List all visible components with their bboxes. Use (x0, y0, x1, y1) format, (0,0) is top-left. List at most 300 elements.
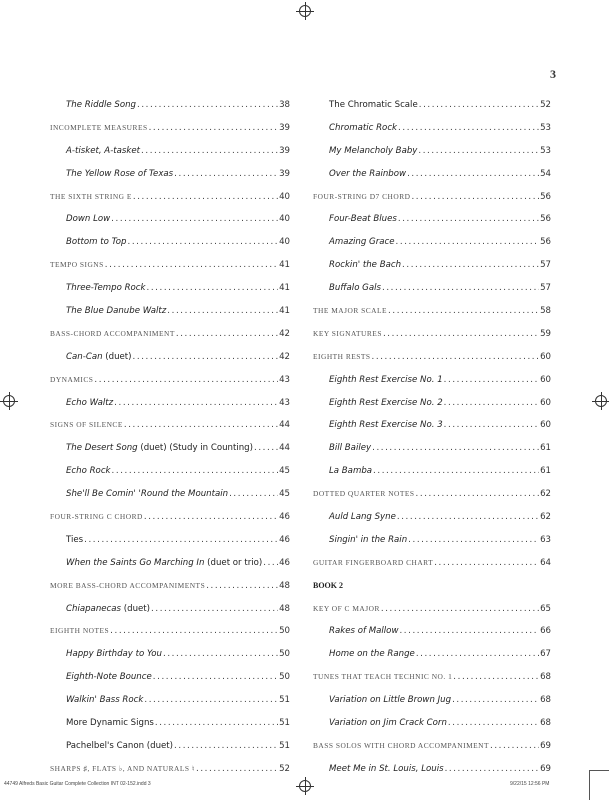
dot-leader (418, 145, 539, 157)
dot-leader (396, 236, 540, 248)
entry-page-number: 66 (540, 626, 551, 637)
toc-section-heading[interactable] (50, 374, 290, 397)
dot-leader (382, 282, 539, 294)
entry-page-number: 62 (540, 489, 551, 500)
entry-title-italic: Bill Bailey (329, 443, 372, 454)
dot-leader (445, 763, 540, 775)
entry-title-plain: TUNES THAT TEACH TECHNIC NO. 1 (313, 672, 453, 682)
dot-leader (397, 511, 539, 523)
toc-entry[interactable] (50, 145, 290, 168)
entry-title (329, 511, 396, 523)
entry-title (50, 763, 195, 775)
entry-title-italic: Walkin' Bass Rock (66, 695, 144, 706)
entry-title (50, 580, 205, 592)
toc-entry[interactable] (313, 465, 551, 488)
entry-title-italic: Down Low (66, 214, 111, 225)
entry-title (329, 282, 381, 294)
entry-page-number: 50 (279, 626, 290, 637)
entry-title (329, 145, 417, 157)
dot-leader (155, 717, 278, 729)
entry-page-number: 61 (540, 443, 551, 454)
entry-page-number: 61 (540, 466, 551, 477)
entry-title-italic: Echo Rock (66, 466, 111, 477)
dot-leader (411, 191, 539, 203)
entry-page-number: 40 (279, 237, 290, 248)
toc-entry[interactable] (313, 374, 551, 397)
entry-title-plain: EIGHTH NOTES (50, 626, 110, 636)
toc-section-heading[interactable] (50, 191, 290, 214)
entry-title (313, 580, 343, 592)
toc-entry[interactable] (313, 99, 551, 122)
entry-title (313, 557, 433, 569)
toc-entry[interactable] (50, 397, 290, 420)
entry-title (329, 625, 398, 637)
entry-page-number: 42 (279, 351, 290, 362)
entry-title (66, 168, 173, 180)
toc-section-heading[interactable] (50, 328, 290, 351)
toc-section-heading[interactable] (313, 328, 551, 351)
entry-title (329, 259, 401, 271)
entry-title (329, 99, 418, 111)
toc-section-heading[interactable] (313, 603, 551, 626)
entry-title-italic: When the Saints Go Marching In (66, 557, 205, 568)
dot-leader (124, 419, 278, 431)
registration-mark-bottom (299, 780, 311, 792)
dot-leader (263, 557, 278, 569)
entry-title (313, 305, 387, 317)
entry-title (66, 603, 150, 615)
entry-title (329, 694, 451, 706)
entry-title-italic: Eighth Rest Exercise No. 3 (329, 420, 443, 431)
entry-title-plain: Pachelbel's Canon (duet) (66, 740, 174, 751)
entry-title-italic: Variation on Jim Crack Corn (329, 718, 447, 729)
entry-title-plain: BASS-CHORD ACCOMPANIMENT (50, 328, 175, 338)
entry-page-number: 69 (540, 740, 551, 751)
entry-page-number: 62 (540, 512, 551, 523)
toc-entry[interactable] (50, 740, 290, 763)
entry-title (50, 328, 175, 340)
entry-title-italic: She'll Be Comin' 'Round the Mountain (66, 489, 229, 500)
entry-page-number: 60 (540, 351, 551, 362)
entry-title-italic: Buffalo Gals (329, 283, 381, 294)
dot-leader (133, 351, 279, 363)
toc-section-heading[interactable] (313, 351, 551, 374)
entry-title (66, 397, 113, 409)
page-number: 3 (550, 67, 556, 81)
dot-leader (144, 694, 278, 706)
registration-mark-top (299, 5, 311, 17)
dot-leader (229, 488, 278, 500)
entry-title (329, 717, 447, 729)
entry-title-plain: Ties (66, 534, 84, 545)
toc-section-heading[interactable] (50, 122, 290, 145)
entry-title-italic: Echo Waltz (66, 397, 114, 408)
entry-title-plain: BOOK 2 (313, 580, 344, 590)
entry-title-italic: Rakes of Mallow (329, 626, 399, 637)
entry-page-number: 68 (540, 695, 551, 706)
entry-title-plain: KEY OF C MAJOR (313, 603, 380, 613)
entry-title-italic: A-tisket, A-tasket (66, 145, 141, 156)
entry-page-number: 46 (279, 557, 290, 568)
dot-leader (176, 328, 278, 340)
entry-title (66, 740, 173, 752)
entry-title (329, 648, 415, 660)
entry-title-italic: Singin' in the Rain (329, 534, 408, 545)
toc-entry[interactable] (313, 511, 551, 534)
entry-page-number: 57 (540, 283, 551, 294)
entry-page-number: 59 (540, 328, 551, 339)
toc-entry[interactable] (50, 236, 290, 259)
entry-title (66, 213, 110, 225)
entry-title (66, 236, 127, 248)
toc-section-heading[interactable] (313, 580, 551, 603)
entry-page-number: 63 (540, 534, 551, 545)
entry-title (50, 374, 93, 386)
toc-entry[interactable] (50, 99, 290, 122)
toc-entry[interactable] (50, 557, 290, 580)
entry-title-plain: MORE BASS-CHORD ACCOMPANIMENTS (50, 580, 206, 590)
toc-right-column (313, 99, 551, 786)
entry-page-number: 56 (540, 191, 551, 202)
entry-page-number: 65 (540, 603, 551, 614)
entry-title (313, 191, 410, 203)
entry-title (329, 763, 444, 775)
entry-title-italic: Chiapanecas (66, 603, 122, 614)
dot-leader (147, 282, 279, 294)
toc-section-heading[interactable] (313, 305, 551, 328)
dot-leader (408, 534, 539, 546)
entry-page-number: 53 (540, 122, 551, 133)
entry-title (66, 305, 166, 317)
entry-page-number: 67 (540, 649, 551, 660)
entry-title (313, 488, 415, 500)
entry-title (313, 603, 380, 615)
toc-entry[interactable] (313, 397, 551, 420)
entry-page-number: 57 (540, 260, 551, 271)
entry-title-plain: DOTTED QUARTER NOTES (313, 489, 415, 499)
dot-leader (196, 763, 278, 775)
entry-page-number: 50 (279, 672, 290, 683)
toc-entry[interactable] (313, 145, 551, 168)
entry-title (329, 419, 443, 431)
toc-entry[interactable] (50, 213, 290, 236)
toc-section-heading[interactable] (50, 511, 290, 534)
registration-mark-right (595, 395, 607, 407)
entry-page-number: 58 (540, 306, 551, 317)
entry-page-number: 52 (279, 763, 290, 774)
entry-page-number: 60 (540, 374, 551, 385)
entry-page-number: 44 (279, 443, 290, 454)
entry-title-italic: The Yellow Rose of Texas (66, 168, 174, 179)
toc-entry[interactable] (313, 213, 551, 236)
toc-entry[interactable] (313, 236, 551, 259)
entry-page-number: 56 (540, 237, 551, 248)
dot-leader (444, 374, 539, 386)
dot-leader (398, 213, 539, 225)
entry-title-italic: Three-Tempo Rock (66, 283, 146, 294)
toc-entry[interactable] (313, 122, 551, 145)
entry-title (329, 213, 397, 225)
entry-title-plain: INCOMPLETE MEASURES (50, 122, 148, 132)
entry-title-plain: (duet) (Study in Counting) (137, 443, 253, 454)
entry-title (66, 465, 111, 477)
entry-title-italic: Eighth Rest Exercise No. 2 (329, 397, 443, 408)
dot-leader (84, 534, 278, 546)
entry-page-number: 68 (540, 672, 551, 683)
entry-page-number: 69 (540, 763, 551, 774)
toc-entry[interactable] (313, 419, 551, 442)
toc-section-heading[interactable] (313, 488, 551, 511)
entry-title-plain: KEY SIGNATURES (313, 328, 382, 338)
dot-leader (151, 603, 278, 615)
entry-title-italic: Eighth-Note Bounce (66, 672, 152, 683)
toc-entry[interactable] (50, 694, 290, 717)
dot-leader (444, 397, 539, 409)
entry-page-number: 56 (540, 214, 551, 225)
dot-leader (416, 648, 539, 660)
entry-title (66, 442, 253, 454)
entry-title-italic: Over the Rainbow (329, 168, 407, 179)
dot-leader (434, 557, 539, 569)
entry-title-plain: SHARPS ♯, FLATS ♭, AND NATURALS ♮ (50, 763, 196, 773)
dot-leader (407, 168, 539, 180)
dot-leader (399, 625, 539, 637)
entry-title (50, 259, 104, 271)
entry-title (329, 465, 372, 477)
dot-leader (105, 259, 278, 271)
entry-title-plain: More Dynamic Signs (66, 718, 154, 729)
dot-leader (402, 259, 539, 271)
dot-leader (372, 351, 540, 363)
entry-title (66, 534, 83, 546)
entry-title (329, 122, 397, 134)
dot-leader (381, 603, 539, 615)
entry-page-number: 50 (279, 649, 290, 660)
entry-title (313, 351, 371, 363)
entry-title-plain: The Chromatic Scale (329, 100, 418, 110)
entry-title (50, 625, 109, 637)
entry-title (66, 717, 154, 729)
entry-title-italic: La Bamba (329, 466, 373, 477)
entry-title (329, 397, 443, 409)
dot-leader (112, 465, 279, 477)
entry-title-italic: Rockin' the Bach (329, 260, 402, 271)
entry-title (66, 648, 162, 660)
dot-leader (114, 397, 278, 409)
entry-page-number: 53 (540, 145, 551, 156)
entry-title-italic: Amazing Grace (329, 237, 395, 248)
toc-section-heading[interactable] (50, 625, 290, 648)
entry-title-italic: Eighth Rest Exercise No. 1 (329, 374, 443, 385)
entry-title-italic: The Riddle Song (66, 100, 137, 110)
entry-title-plain: (duet) (102, 351, 132, 362)
toc-left-column (50, 99, 290, 786)
entry-page-number: 46 (279, 512, 290, 523)
entry-title (50, 419, 123, 431)
toc-section-heading[interactable] (50, 580, 290, 603)
entry-page-number: 68 (540, 718, 551, 729)
dot-leader (110, 625, 278, 637)
toc-entry[interactable] (313, 694, 551, 717)
entry-page-number: 38 (279, 100, 290, 110)
entry-title (66, 694, 143, 706)
entry-page-number: 43 (279, 397, 290, 408)
crop-mark (589, 770, 590, 800)
entry-title-italic: The Blue Danube Waltz (66, 306, 167, 317)
toc-entry[interactable] (50, 671, 290, 694)
entry-title (329, 374, 443, 386)
entry-title (50, 191, 132, 203)
dot-leader (398, 122, 539, 134)
dot-leader (163, 648, 278, 660)
entry-title-plain: EIGHTH RESTS (313, 351, 371, 361)
dot-leader (133, 191, 278, 203)
entry-page-number: 60 (540, 397, 551, 408)
entry-title-plain: TEMPO SIGNS (50, 260, 104, 270)
entry-title-plain: BASS SOLOS WITH CHORD ACCOMPANIMENT (313, 740, 490, 750)
toc-section-heading[interactable] (313, 740, 551, 763)
dot-leader (419, 99, 539, 111)
entry-page-number: 46 (279, 534, 290, 545)
entry-title (66, 99, 136, 111)
toc-section-heading[interactable] (313, 557, 551, 580)
toc-section-heading[interactable] (313, 671, 551, 694)
entry-title (313, 671, 452, 683)
toc-entry[interactable] (50, 168, 290, 191)
toc-entry[interactable] (50, 534, 290, 557)
footer-filename: 44749 Alfreds Basic Guitar Complete Collection INT 02-152.indd 3 (4, 781, 151, 787)
dot-leader (128, 236, 279, 248)
toc-entry[interactable] (313, 534, 551, 557)
toc-entry[interactable] (50, 717, 290, 740)
toc-entry[interactable] (50, 282, 290, 305)
entry-title-italic: Meet Me in St. Louis, Louis (329, 763, 444, 774)
entry-title (50, 122, 148, 134)
toc-entry[interactable] (313, 282, 551, 305)
toc-section-heading[interactable] (313, 191, 551, 214)
entry-page-number: 43 (279, 374, 290, 385)
entry-page-number: 60 (540, 420, 551, 431)
entry-title-plain: THE SIXTH STRING E (50, 191, 132, 201)
entry-title (66, 145, 140, 157)
entry-page-number: 42 (279, 328, 290, 339)
toc-entry[interactable] (50, 351, 290, 374)
entry-title-plain: DYNAMICS (50, 374, 94, 384)
entry-title-plain: THE MAJOR SCALE (313, 306, 388, 316)
toc-entry[interactable] (50, 465, 290, 488)
toc-entry[interactable] (313, 648, 551, 671)
dot-leader (444, 419, 539, 431)
entry-page-number: 45 (279, 489, 290, 500)
dot-leader (373, 465, 539, 477)
entry-page-number: 41 (279, 306, 290, 317)
dot-leader (372, 442, 539, 454)
dot-leader (137, 99, 278, 111)
entry-title-italic: Happy Birthday to You (66, 649, 162, 660)
dot-leader (416, 488, 540, 500)
entry-page-number: 51 (279, 740, 290, 751)
entry-title-plain: FOUR-STRING C CHORD (50, 512, 143, 522)
toc-entry[interactable] (50, 488, 290, 511)
entry-title-plain: (duet or trio) (204, 557, 263, 568)
footer-timestamp: 9/22/15 12:56 PM (510, 781, 550, 787)
dot-leader (149, 122, 278, 134)
entry-title (66, 488, 228, 500)
entry-title-italic: Home on the Range (329, 649, 415, 660)
entry-page-number: 41 (279, 260, 290, 271)
entry-title (313, 740, 489, 752)
dot-leader (254, 442, 278, 454)
entry-page-number: 52 (540, 100, 551, 110)
dot-leader (452, 694, 539, 706)
entry-title-italic: Can-Can (66, 351, 103, 362)
dot-leader (174, 168, 278, 180)
entry-page-number: 44 (279, 420, 290, 431)
dot-leader (141, 145, 278, 157)
entry-title (66, 671, 152, 683)
entry-title (329, 534, 407, 546)
entry-title-italic: Auld Lang Syne (329, 512, 396, 523)
toc-entry[interactable] (313, 625, 551, 648)
entry-title-plain: FOUR-STRING D7 CHORD (313, 191, 411, 201)
dot-leader (94, 374, 278, 386)
dot-leader (167, 305, 278, 317)
entry-page-number: 39 (279, 168, 290, 179)
toc-entry[interactable] (313, 168, 551, 191)
entry-page-number: 64 (540, 557, 551, 568)
dot-leader (153, 671, 278, 683)
entry-page-number: 39 (279, 145, 290, 156)
entry-title (50, 511, 143, 523)
toc-entry[interactable] (313, 259, 551, 282)
entry-title-italic: Bottom to Top (66, 237, 127, 248)
registration-mark-left (3, 395, 15, 407)
toc-section-heading[interactable] (50, 259, 290, 282)
dot-leader (174, 740, 278, 752)
dot-leader (388, 305, 539, 317)
dot-leader (453, 671, 539, 683)
entry-title-italic: Variation on Little Brown Jug (329, 695, 452, 706)
entry-page-number: 39 (279, 122, 290, 133)
entry-title (66, 351, 132, 363)
toc-entry[interactable] (50, 603, 290, 626)
dot-leader (383, 328, 539, 340)
entry-title (66, 282, 146, 294)
entry-title (313, 328, 382, 340)
toc-entry[interactable] (50, 305, 290, 328)
entry-page-number: 51 (279, 695, 290, 706)
toc-entry[interactable] (50, 648, 290, 671)
toc-section-heading[interactable] (50, 419, 290, 442)
entry-page-number: 40 (279, 191, 290, 202)
dot-leader (144, 511, 278, 523)
dot-leader (448, 717, 539, 729)
entry-page-number: 48 (279, 603, 290, 614)
entry-title-italic: The Desert Song (66, 443, 138, 454)
entry-title-plain: GUITAR FINGERBOARD CHART (313, 557, 434, 567)
entry-page-number: 48 (279, 580, 290, 591)
entry-title-italic: Chromatic Rock (329, 122, 398, 133)
entry-title-italic: Four-Beat Blues (329, 214, 397, 225)
dot-leader (206, 580, 278, 592)
entry-title-italic: My Melancholy Baby (329, 145, 418, 156)
dot-leader (111, 213, 278, 225)
toc-entry[interactable] (50, 442, 290, 465)
toc-entry[interactable] (313, 717, 551, 740)
crop-mark (589, 770, 609, 771)
toc-entry[interactable] (313, 442, 551, 465)
entry-title (329, 442, 371, 454)
